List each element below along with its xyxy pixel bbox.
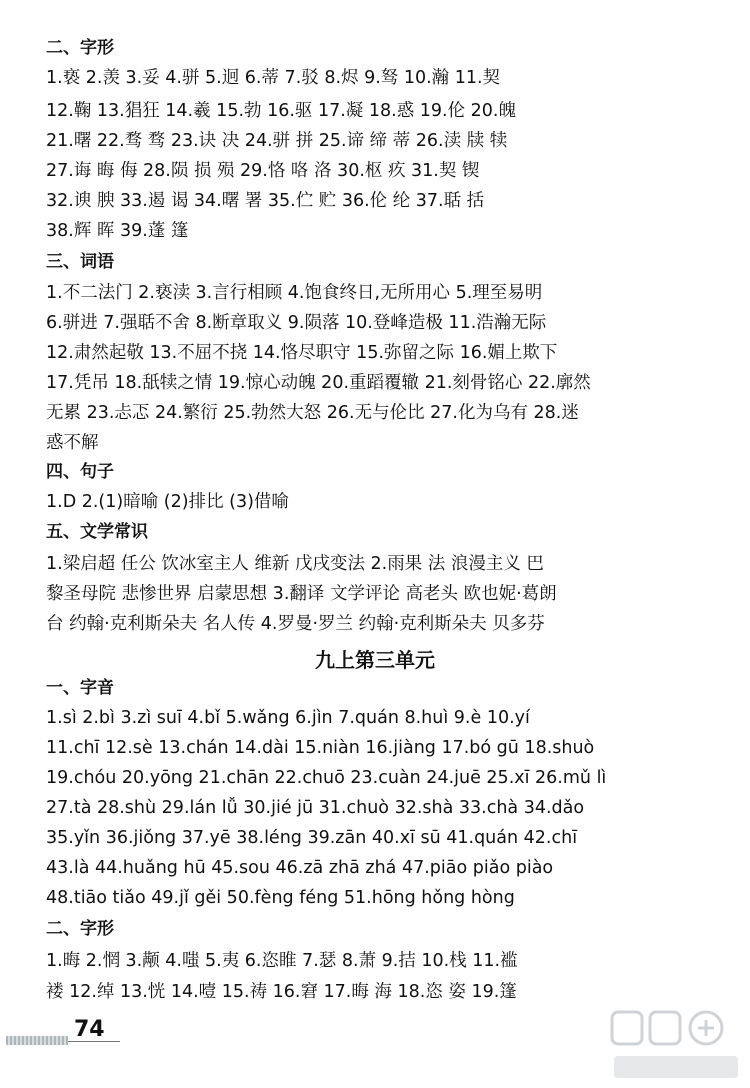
answer-line: 1.晦 2.惘 3.颟 4.嗤 5.夷 6.恣睢 7.瑟 8.萧 9.拮 10.栈 11.褴 bbox=[46, 951, 518, 971]
answer-line: 1.梁启超 任公 饮冰室主人 维新 戊戌变法 2.雨果 法 浪漫主义 巴 bbox=[46, 554, 544, 574]
answer-line: 17.凭吊 18.舐犊之情 19.惊心动魄 20.重蹈覆辙 21.刻骨铭心 22.廓然 bbox=[46, 373, 591, 393]
answer-line: 38.辉 晖 39.蓬 篷 bbox=[46, 221, 189, 241]
section-heading-ciyu: 三、词语 bbox=[46, 252, 114, 272]
answer-line: 48.tiāo tiǎo 49.jǐ gěi 50.fèng féng 51.hōng hǒng hòng bbox=[46, 888, 515, 908]
answer-line: 1.sì 2.bì 3.zì suī 4.bǐ 5.wǎng 6.jìn 7.quán 8.huì 9.è 10.yí bbox=[46, 708, 530, 728]
answer-line: 12.肃然起敬 13.不屈不挠 14.恪尽职守 15.弥留之际 16.媚上欺下 bbox=[46, 343, 558, 363]
answer-line: 台 约翰·克利斯朵夫 名人传 4.罗曼·罗兰 约翰·克利斯朵夫 贝多芬 bbox=[46, 614, 545, 634]
answer-line: 惑不解 bbox=[46, 433, 99, 453]
watermark-logo-icon bbox=[606, 1006, 746, 1086]
answer-line: 43.là 44.huǎng hū 45.sou 46.zā zhā zhá 47.piāo piǎo piào bbox=[46, 858, 554, 878]
answer-line: 19.chóu 20.yōng 21.chān 22.chuō 23.cuàn 24.juē 25.xī 26.mǔ lì bbox=[46, 768, 607, 788]
section-heading-zixing-2: 二、字形 bbox=[46, 919, 114, 939]
section-heading-juzi: 四、句子 bbox=[46, 462, 114, 482]
section-heading-wenxue: 五、文学常识 bbox=[46, 522, 148, 542]
answer-line: 1.D 2.(1)暗喻 (2)排比 (3)借喻 bbox=[46, 492, 289, 512]
section-heading-zixing: 二、字形 bbox=[46, 38, 114, 58]
answer-line: 11.chī 12.sè 13.chán 14.dài 15.niàn 16.jiàng 17.bó gū 18.shuò bbox=[46, 738, 595, 758]
answer-line: 无累 23.忐忑 24.繁衍 25.勃然大怒 26.无与伦比 27.化为乌有 28.迷 bbox=[46, 403, 579, 423]
answer-line: 褛 12.绰 13.恍 14.噎 15.祷 16.窘 17.晦 海 18.恣 姿 19.篷 bbox=[46, 982, 517, 1002]
answer-line: 黎圣母院 悲惨世界 启蒙思想 3.翻译 文学评论 高老头 欧也妮·葛朗 bbox=[46, 584, 557, 604]
footer-dot-pattern bbox=[6, 1036, 68, 1045]
answer-line: 6.骈进 7.强聒不舍 8.断章取义 9.陨落 10.登峰造极 11.浩瀚无际 bbox=[46, 313, 547, 333]
page-number: 74 bbox=[74, 1017, 105, 1042]
answer-line: 1.不二法门 2.亵渎 3.言行相顾 4.饱食终日,无所用心 5.理至易明 bbox=[46, 283, 543, 303]
answer-line: 27.tà 28.shù 29.lán lǚ 30.jié jū 31.chuò 32.shà 33.chà 34.dǎo bbox=[46, 798, 585, 818]
answer-line: 1.亵 2.羡 3.妥 4.骈 5.迥 6.蒂 7.驳 8.烬 9.驽 10.瀚 11.契 bbox=[46, 68, 501, 88]
answer-line: 35.yǐn 36.jiǒng 37.yē 38.léng 39.zān 40.xī sū 41.quán 42.chī bbox=[46, 828, 578, 848]
answer-line: 27.诲 晦 侮 28.陨 损 殒 29.恪 咯 洛 30.枢 疚 31.契 锲 bbox=[46, 161, 480, 181]
section-heading-ziyin: 一、字音 bbox=[46, 678, 114, 698]
unit-title: 九上第三单元 bbox=[315, 648, 435, 672]
answer-line: 32.谀 腴 33.遏 谒 34.曙 署 35.伫 贮 36.伦 纶 37.聒 括 bbox=[46, 191, 485, 211]
answer-line: 12.鞠 13.猖狂 14.羲 15.勃 16.驱 17.凝 18.惑 19.伦 20.魄 bbox=[46, 101, 516, 121]
answer-line: 21.曙 22.骛 骛 23.诀 决 24.骈 拼 25.谛 缔 蒂 26.渎 牍 犊 bbox=[46, 131, 508, 151]
